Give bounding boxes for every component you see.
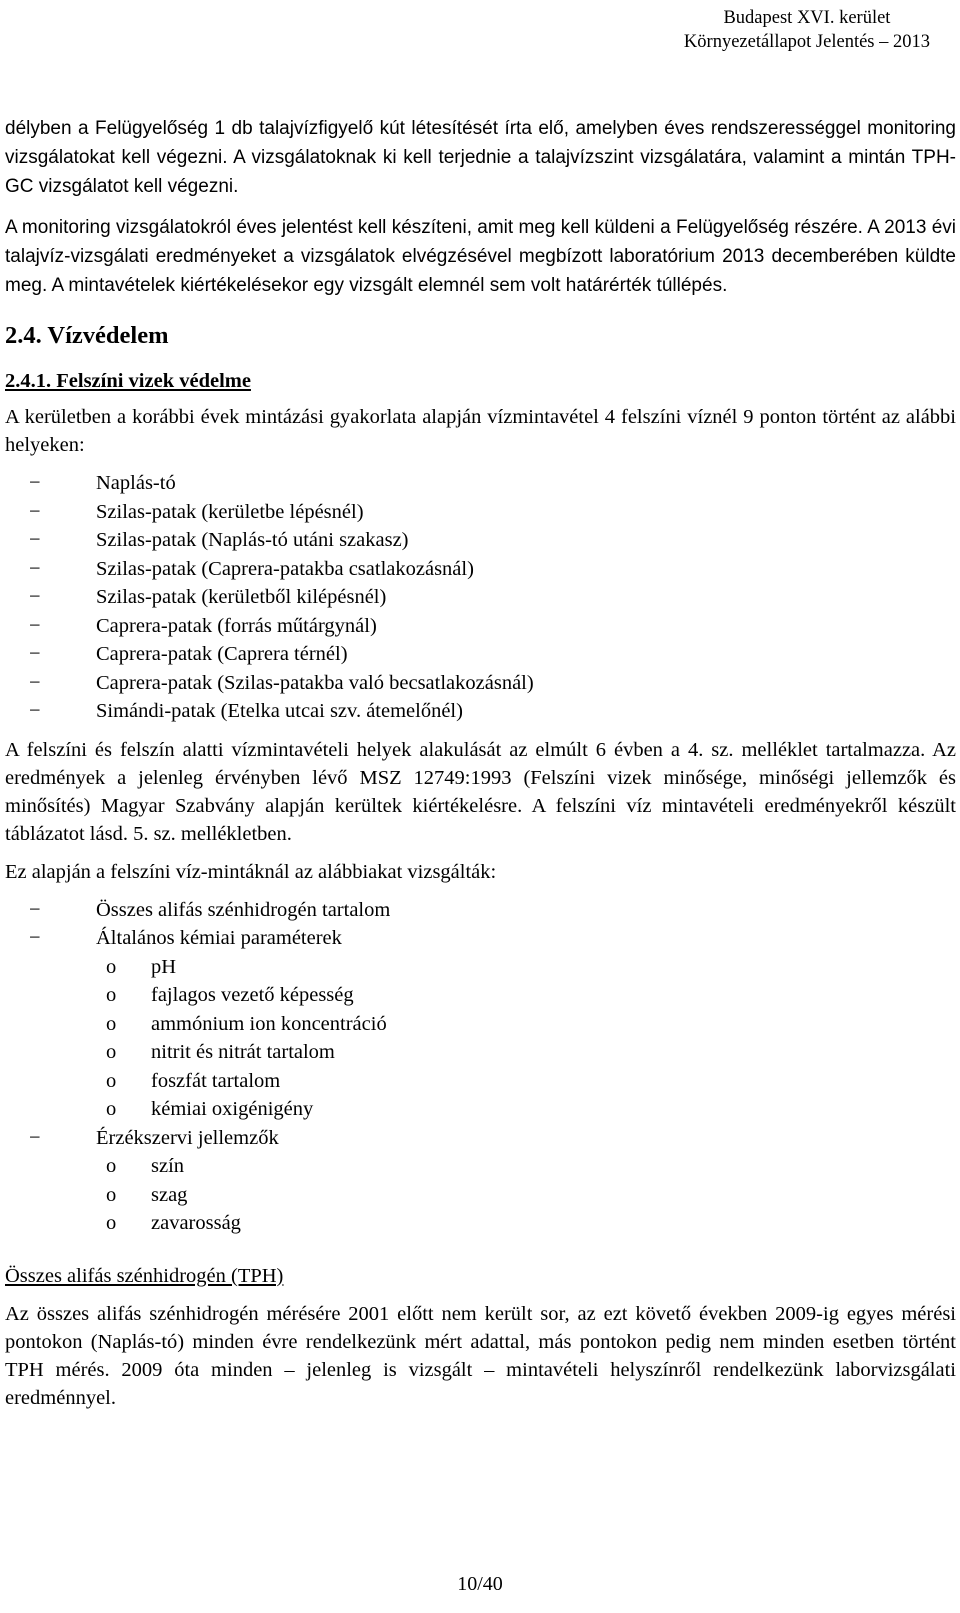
- dash-bullet: −: [29, 614, 41, 637]
- list-item: − Szilas-patak (kerületből kilépésnél): [5, 583, 956, 612]
- circle-bullet: o: [106, 955, 117, 978]
- page-number: 10/40: [457, 1573, 503, 1595]
- list-item: − Naplás-tó: [5, 469, 956, 498]
- list-item: − Caprera-patak (Caprera térnél): [5, 640, 956, 669]
- list-item: − Caprera-patak (forrás műtárgynál): [5, 612, 956, 641]
- sub-list-item: o szag: [5, 1181, 956, 1210]
- page-content: [5, 114, 956, 1412]
- sampling-locations-list: [5, 469, 956, 726]
- sub-list-item: o ammónium ion koncentráció: [5, 1010, 956, 1039]
- dash-bullet: −: [29, 529, 41, 551]
- tph-heading: Összes alifás szénhidrogén (TPH): [5, 1264, 284, 1287]
- list-item: − Szilas-patak (kerületbe lépésnél): [5, 498, 956, 527]
- paragraph: Az összes alifás szénhidrogén mérésére 2001 előtt nem került sor, az ezt követő években 2009-ig egyes mérési pontokon (Naplás-tó) minden évre rendelkezünk mért adattal, más pontokon pedig nem minden esetben történt TPH mérés. 2009 óta minden – jelenleg is vizsgált – mintavételi helyszínről rendelkezünk laborvizsgálati eredménnyel.: [5, 1302, 956, 1409]
- subsection-heading: 2.4.1. Felszíni vizek védelme: [5, 370, 251, 392]
- circle-bullet: o: [106, 1098, 117, 1120]
- paragraph: A felszíni és felszín alatti vízmintavételi helyek alakulását az elmúlt 6 évben a 4. sz. melléklet tartalmazza. Az eredmények a jelenleg érvényben lévő MSZ 12749:1993 (Felszíni vizek minősége, minőségi jellemzők és minősítés) Magyar Szabvány alapján kerültek kiértékelésre. A felszíni víz mintavételi eredményekről készült táblázatot lásd. 5. sz. mellékletben.: [5, 738, 956, 845]
- paragraph: A monitoring vizsgálatokról éves jelentést kell készíteni, amit meg kell küldeni a Felügyelőség részére. A 2013 évi talajvíz-vizsgálati eredményeket a vizsgálatok elvégzésével megbízott laboratórium 2013 decemberében küldte meg. A mintavételek kiértékelésekor egy vizsgált elemnél sem volt határérték túllépés.: [5, 217, 956, 296]
- dash-bullet: −: [29, 472, 41, 494]
- dash-bullet: −: [29, 1126, 41, 1149]
- paragraph: Ez alapján a felszíni víz-mintáknál az alábbiakat vizsgálták:: [5, 860, 497, 883]
- dash-bullet: −: [29, 927, 41, 949]
- circle-bullet: o: [106, 1041, 117, 1063]
- list-item: − Szilas-patak (Caprera-patakba csatlakozásnál): [5, 555, 956, 584]
- section-heading: 2.4. Vízvédelem: [5, 322, 169, 349]
- sub-list-item: o pH: [5, 953, 956, 982]
- parameters-list: [5, 896, 956, 953]
- list-item: − Általános kémiai paraméterek: [5, 924, 956, 953]
- circle-bullet: o: [106, 984, 117, 1006]
- paragraph: A kerületben a korábbi évek mintázási gyakorlata alapján vízmintavétel 4 felszíni víznél 9 ponton történt az alábbi helyeken:: [5, 406, 956, 456]
- circle-bullet: o: [106, 1012, 117, 1035]
- paragraph: délyben a Felügyelőség 1 db talajvízfigyelő kút létesítését írta elő, amelyben éves rendszerességgel monitoring vizsgálatokat kell végezni. A vizsgálatoknak ki kell terjednie a talajvízszint vizsgálatára, valamint a mintán TPH-GC vizsgálatot kell végezni.: [5, 118, 956, 197]
- dash-bullet: −: [29, 586, 41, 608]
- sub-list-item: o fajlagos vezető képesség: [5, 981, 956, 1010]
- dash-bullet: −: [29, 500, 41, 523]
- list-item: − Caprera-patak (Szilas-patakba való becsatlakozásnál): [5, 669, 956, 698]
- list-item: − Összes alifás szénhidrogén tartalom: [5, 896, 956, 925]
- dash-bullet: −: [29, 643, 41, 665]
- header-district: Budapest XVI. kerület: [723, 8, 891, 28]
- list-item: − Simándi-patak (Etelka utcai szv. átemelőnél): [5, 697, 956, 726]
- sub-list-item: o szín: [5, 1152, 956, 1181]
- circle-bullet: o: [106, 1183, 117, 1206]
- list-item: − Szilas-patak (Naplás-tó utáni szakasz): [5, 526, 956, 555]
- chemical-parameters-sublist: [5, 953, 956, 1124]
- header-report-title: Környezetállapot Jelentés – 2013: [683, 32, 930, 52]
- sub-list-item: o zavarosság: [5, 1209, 956, 1238]
- circle-bullet: o: [106, 1155, 117, 1177]
- dash-bullet: −: [29, 898, 41, 921]
- dash-bullet: −: [29, 557, 41, 580]
- list-item: − Érzékszervi jellemzők: [5, 1124, 956, 1153]
- sensory-parameters-sublist: [5, 1152, 956, 1238]
- parameters-list-continued: [5, 1124, 956, 1153]
- sub-list-item: o nitrit és nitrát tartalom: [5, 1038, 956, 1067]
- sub-list-item: o kémiai oxigénigény: [5, 1095, 956, 1124]
- circle-bullet: o: [106, 1069, 117, 1092]
- circle-bullet: o: [106, 1212, 117, 1234]
- sub-list-item: o foszfát tartalom: [5, 1067, 956, 1096]
- page-header: [684, 6, 930, 54]
- dash-bullet: −: [29, 671, 41, 694]
- dash-bullet: −: [29, 700, 41, 722]
